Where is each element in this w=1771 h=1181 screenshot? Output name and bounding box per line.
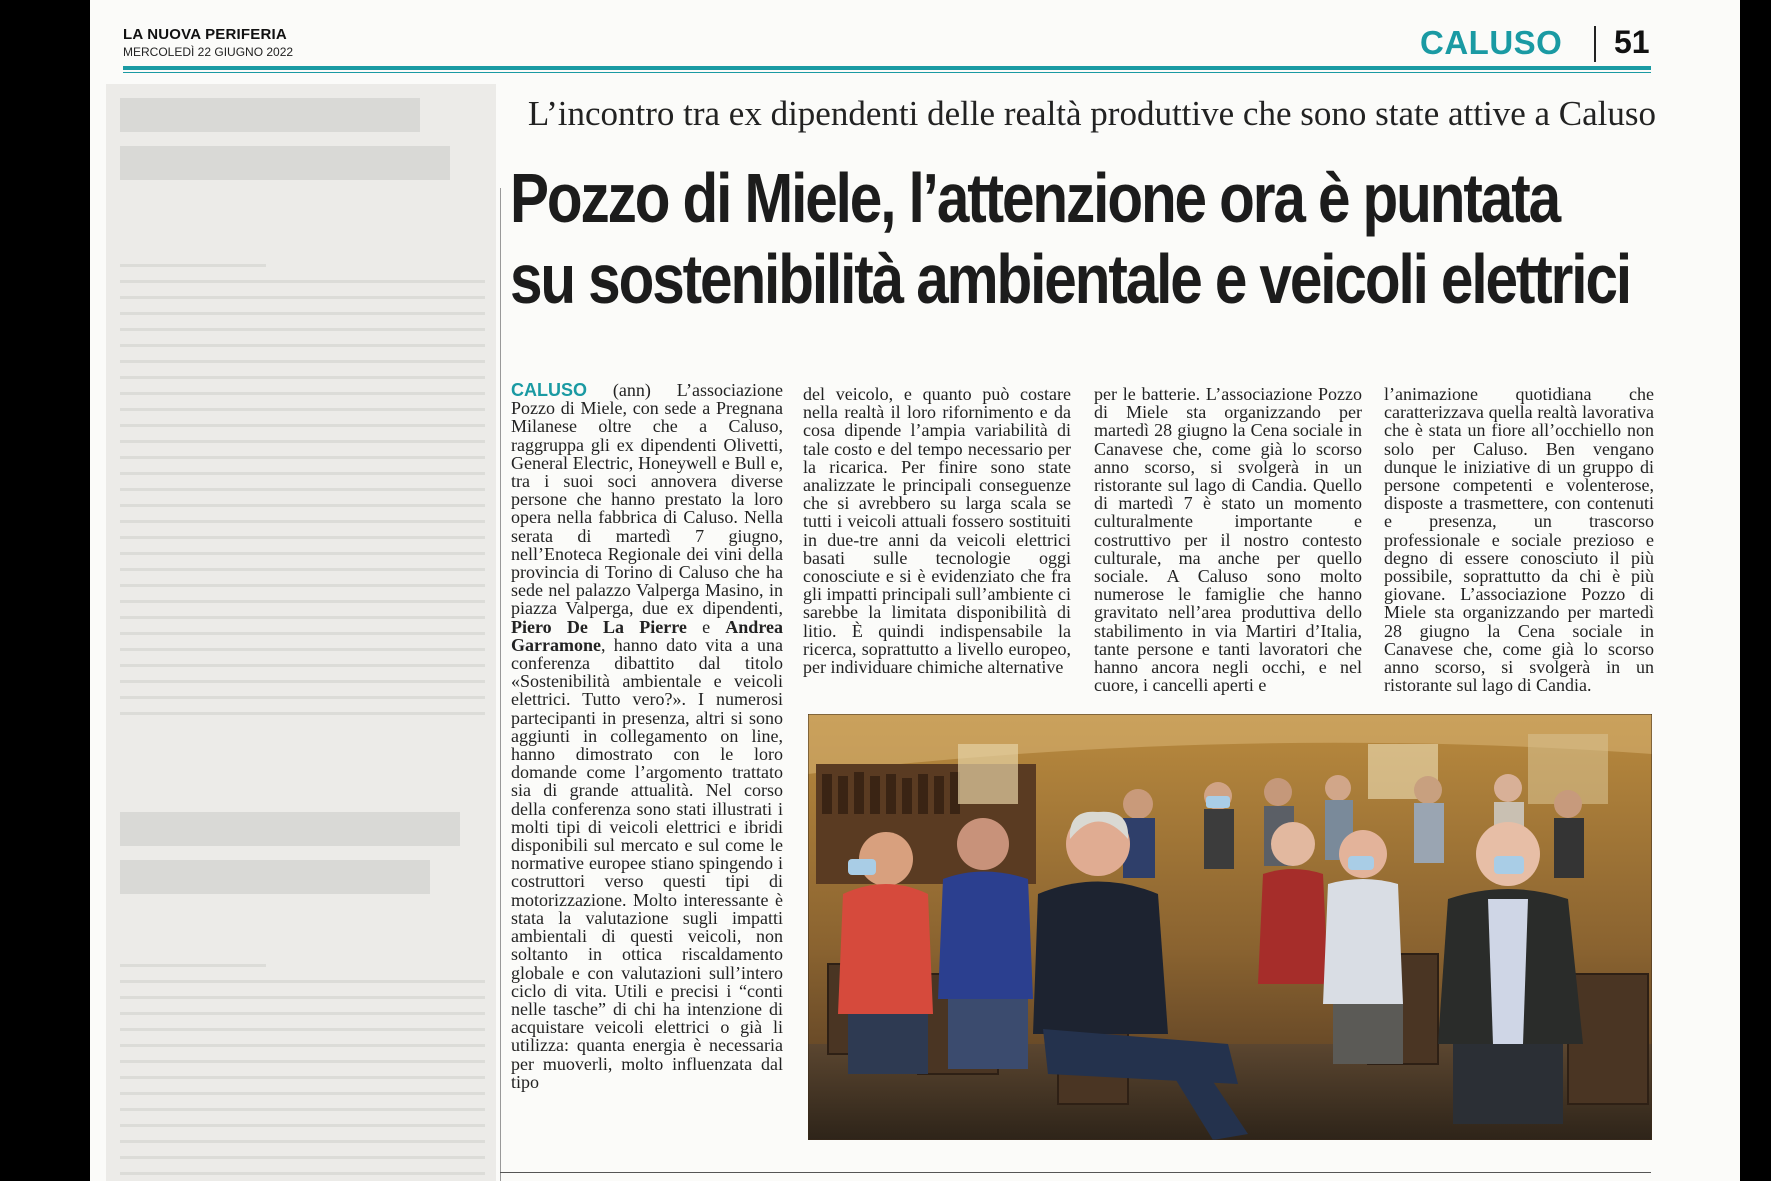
article-kicker: L’incontro tra ex dipendenti delle realtà produttive che sono state attive a Caluso [527,94,1656,133]
faded-headline-shape [120,804,490,894]
masthead-date: MERCOLEDÌ 22 GIUGNO 2022 [123,45,294,59]
faded-headline-shape [120,90,490,180]
audience-photo-illustration [808,714,1652,1140]
article-headline [510,158,1631,320]
column-1-intro: (ann) L’associazione Pozzo di Miele, con sede a Pregnana Milanese oltre che a Caluso, raggruppa gli ex dipendenti Olivetti, General Electric, Honeywell e Bull e, tra i suoi soci annovera diverse persone che hanno prestato la loro opera nella fabbrica di Caluso. Nella serata di martedì 7 giugno, nell’Enoteca Regionale dei vini della provincia di Torino di Caluso che ha sede nel palazzo Valperga Masino, in piazza Valperga, due ex dipendenti, [511,380,783,619]
top-rule-thin [123,72,1651,73]
newspaper-page [90,0,1740,1181]
page-number: 51 [1614,24,1650,60]
speaker-name-2: Andrea Garramone [511,616,783,655]
conjunction: e [686,616,726,637]
column-1-text: , hanno dato vita a una conferenza dibattito dal titolo «Sostenibilità ambientale e veicoli elettrici. Tutto vero?». I numerosi partecipanti in presenza, altri si sono aggiunti in collegamento on line, hanno dimostrato con le loro domande come l’argomento trattato sia di grande attualità. Nel corso della conferenza sono stati illustrati i molti tipi di veicoli elettrici e ibridi disponibili sul mercato e sul come le normative europee stiano spingendo i costruttori verso questi tipi di motorizzazione. Molto interessante è stata la valutazione sugli impatti ambientali di questi veicoli, non soltanto in ottica riscaldamento globale e con valutazioni sull’intero ciclo di vita. Utili e precisi i “conti nelle tasche” di chi ha intenzione di acquistare veicoli elettrici o già li utilizza: quanta energia è necessaria per muoverli, molto influenzata dal tipo [511,634,783,1092]
top-rule [123,66,1651,70]
page-number-separator [1594,26,1596,62]
dateline: CALUSO [511,380,587,400]
section-tag: CALUSO [1420,24,1563,61]
column-rule [500,188,501,1181]
faded-text-block [120,964,485,1181]
article-column-4: l’animazione quotidiana che caratterizzava quella realtà lavorativa che è stata un fiore all’occhiello non solo per Caluso. Ben vengano dunque le iniziative di un gruppo di persone competenti e volenterose, disposte a trasmettere, con contenuti e presenza, un trascorso professionale e sociale prezioso e degno di essere conosciuto il più possibile, soprattutto da chi è più giovane. L’associazione Pozzo di Miele sta organizzando per martedì 28 giugno la Cena sociale in Canavese che, come già lo scorso anno scorso, si svolgerà in un ristorante sul lago di Candia. [1384,384,1654,696]
article-column-3: per le batterie. L’associazione Pozzo di Miele sta organizzando per martedì 28 giugno la Cena sociale in Canavese che, come già lo scorso anno scorso, si svolgerà in un ristorante sul lago di Candia. Quello di martedì 7 è stato un momento culturalmente importante e costruttivo per il nostro contesto culturale, ma anche per quello sociale. A Caluso sono molto numerose le famiglie che hanno gravitato nell’area produttiva dello stabilimento in via Martiri d’Italia, tante persone e tanti lavoratori che hanno ancora negli occhi, e nel cuore, i cancelli aperti e [1094,384,1362,696]
faded-adjacent-article [106,84,496,1181]
masthead-name: LA NUOVA PERIFERIA [123,26,287,43]
audience-photo [808,714,1652,1140]
headline-line-1: Pozzo di Miele, l’attenzione ora è puntata [510,159,1559,237]
faded-text-block [120,264,485,728]
bottom-rule [500,1172,1651,1173]
speaker-name-1: Piero De La Pierre [511,616,687,637]
article-column-2: del veicolo, e quanto può costare nella realtà il loro rifornimento e da cosa dipende l’ampia variabilità di tale costo e del tempo necessario per la ricarica. Per finire sono state analizzate le principali conseguenze che si avrebbero su larga scala se tutti i veicoli attuali fossero sostituiti in due-tre anni da veicoli elettrici basati sulle tecnologie oggi conosciute e si è evidenziato che fra gli impatti principali sull’ambiente ci sarebbe la limitata disponibilità di litio. È quindi indispensabile la ricerca, soprattutto a livello europeo, per individuare chimiche alternative [803,384,1071,678]
article-column-1 [511,381,783,1091]
headline-line-2: su sostenibilità ambientale e veicoli elettrici [510,240,1631,318]
